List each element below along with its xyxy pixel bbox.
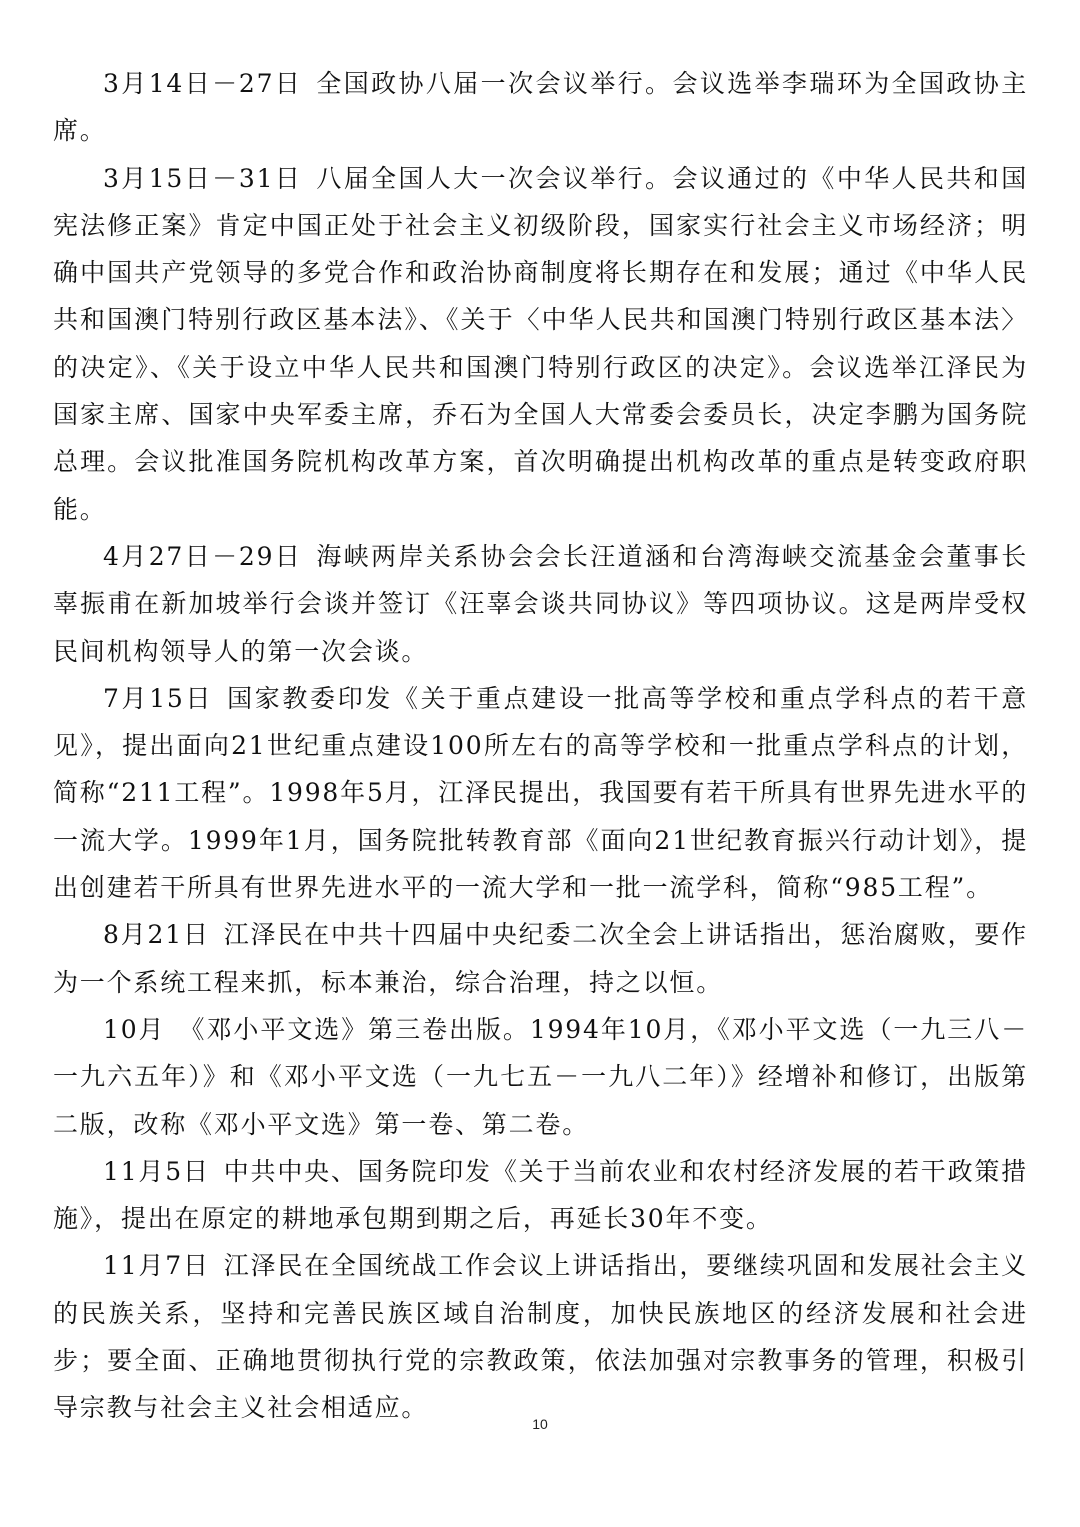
entry-date: 8月21日 [103, 920, 210, 950]
entry-date: 11月5日 [103, 1156, 210, 1186]
chronology-entry [53, 1006, 1028, 1148]
entry-date: 7月15日 [103, 683, 214, 713]
entry-text: 江泽民在中共十四届中央纪委二次全会上讲话指出，惩治腐败，要作为一个系统工程来抓，标本兼治，综合治理，持之以恒。 [53, 920, 1028, 997]
entry-date: 11月7日 [103, 1251, 210, 1281]
entry-text: 八届全国人大一次会议举行。会议通过的《中华人民共和国宪法修正案》肯定中国正处于社会主义初级阶段，国家实行社会主义市场经济；明确中国共产党领导的多党合作和政治协商制度将长期存在和发展；通过《中华人民共和国澳门特别行政区基本法》、《关于〈中华人民共和国澳门特别行政区基本法〉的决定》、《关于设立中华人民共和国澳门特别行政区的决定》。会议选举江泽民为国家主席、国家中央军委主席，乔石为全国人大常委会委员长，决定李鹏为国务院总理。会议批准国务院机构改革方案，首次明确提出机构改革的重点是转变政府职能。 [53, 163, 1028, 524]
entry-date: 3月15日－31日 [103, 163, 303, 193]
chronology-entry [53, 533, 1028, 675]
entry-text: 全国政协八届一次会议举行。会议选举李瑞环为全国政协主席。 [53, 69, 1028, 146]
entry-text: 《邓小平文选》第三卷出版。1994年10月，《邓小平文选（一九三八－一九六五年）》和《邓小平文选（一九七五－一九八二年）》经增补和修订，出版第二版，改称《邓小平文选》第一卷、第二卷。 [53, 1014, 1028, 1139]
chronology-entry [53, 1148, 1028, 1243]
chronology-entry [53, 1242, 1028, 1431]
entry-date: 3月14日－27日 [103, 69, 303, 98]
entry-date: 4月27日－29日 [103, 541, 303, 571]
chronology-entry [53, 155, 1028, 533]
entry-text: 中共中央、国务院印发《关于当前农业和农村经济发展的若干政策措施》，提出在原定的耕地承包期到期之后，再延长30年不变。 [53, 1156, 1028, 1234]
page-number: 10 [532, 1416, 548, 1432]
document-body [53, 60, 1028, 1432]
chronology-entry [53, 675, 1028, 911]
entry-text: 国家教委印发《关于重点建设一批高等学校和重点学科点的若干意见》，提出面向21世纪重点建设100所左右的高等学校和一批重点学科点的计划，简称“211工程”。1998年5月，江泽民提出，我国要有若干所具有世界先进水平的一流大学。1999年1月，国务院批转教育部《面向21世纪教育振兴行动计划》，提出创建若干所具有世界先进水平的一流大学和一批一流学科，简称“985工程”。 [53, 683, 1029, 903]
entry-text: 海峡两岸关系协会会长汪道涵和台湾海峡交流基金会董事长辜振甫在新加坡举行会谈并签订《汪辜会谈共同协议》等四项协议。这是两岸受权民间机构领导人的第一次会谈。 [53, 541, 1028, 666]
entry-text: 江泽民在全国统战工作会议上讲话指出，要继续巩固和发展社会主义的民族关系，坚持和完善民族区域自治制度，加快民族地区的经济发展和社会进步；要全面、正确地贯彻执行党的宗教政策，依法加强对宗教事务的管理，积极引导宗教与社会主义社会相适应。 [53, 1251, 1028, 1423]
chronology-entry [53, 60, 1028, 155]
entry-date: 10月 [103, 1014, 166, 1044]
chronology-entry [53, 911, 1028, 1006]
